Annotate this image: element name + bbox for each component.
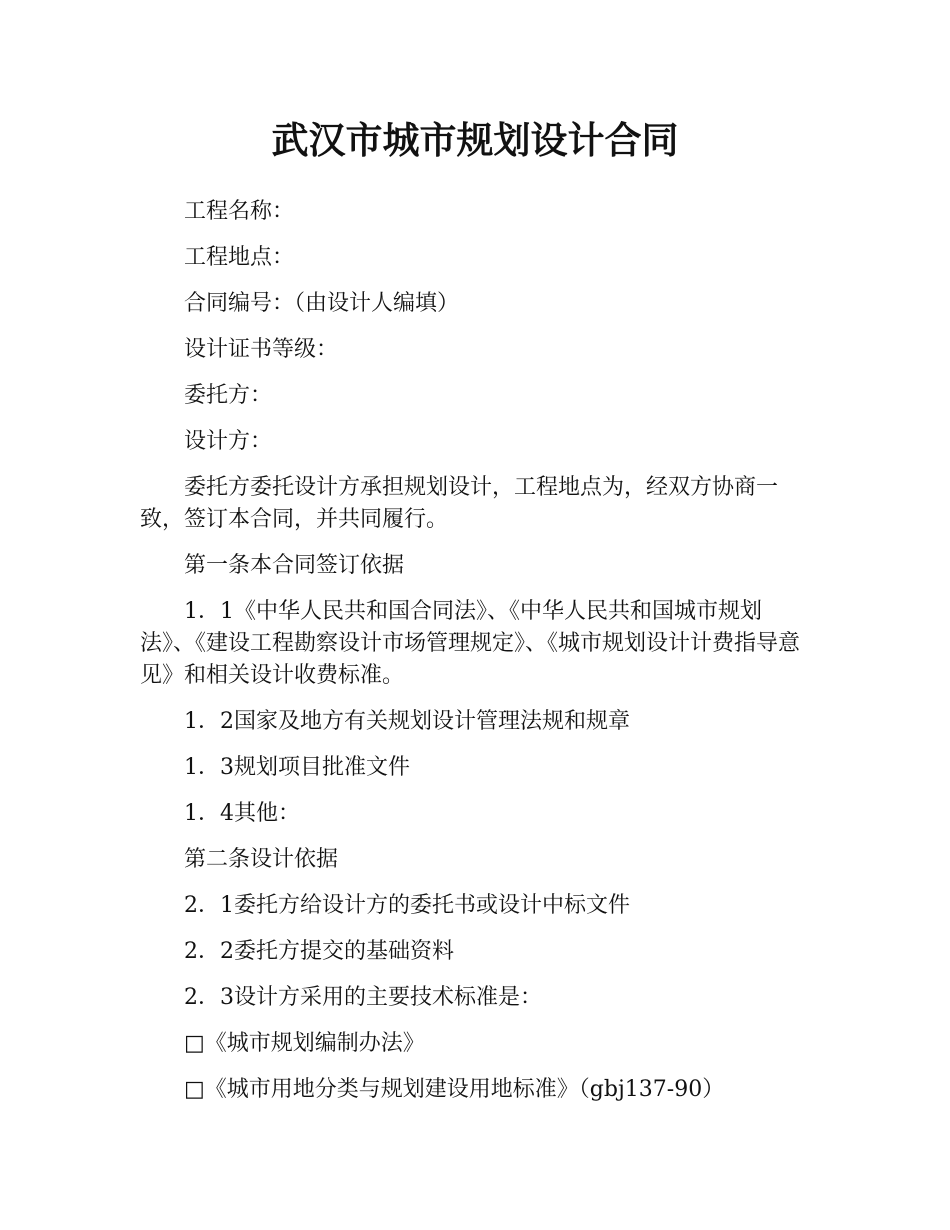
clause-2-1: 2．1委托方给设计方的委托书或设计中标文件 [184,893,630,918]
field-project-location: 工程地点： [184,245,295,270]
standard-option-2: □《城市用地分类与规划建设用地标准》（gbj137-90） [184,1077,725,1102]
article-2-heading: 第二条设计依据 [184,847,339,872]
clause-1-3: 1．3规划项目批准文件 [184,755,410,780]
clause-1-4: 1．4其他： [184,801,300,826]
document-title: 武汉市城市规划设计合同 [271,119,679,162]
intro-paragraph: 委托方委托设计方承担规划设计，工程地点为，经双方协商一致，签订本合同，并共同履行。 [140,475,779,532]
clause-2-3: 2．3设计方采用的主要技术标准是： [184,985,542,1010]
field-project-name: 工程名称： [184,199,295,224]
field-contract-number: 合同编号：（由设计人编填） [184,291,460,316]
article-1-heading: 第一条本合同签订依据 [184,553,405,578]
field-client: 委托方： [184,383,273,408]
field-designer: 设计方： [184,429,273,454]
document-body [140,196,812,1120]
clause-2-2: 2．2委托方提交的基础资料 [184,939,454,964]
standard-option-1: □《城市规划编制办法》 [184,1031,425,1056]
clause-1-2: 1．2国家及地方有关规划设计管理法规和规章 [184,709,630,734]
field-certificate-level: 设计证书等级： [184,337,339,362]
clause-1-1: 1．1《中华人民共和国合同法》、《中华人民共和国城市规划法》、《建设工程勘察设计市场管理规定》、《城市规划设计计费指导意见》和相关设计收费标准。 [140,599,801,688]
